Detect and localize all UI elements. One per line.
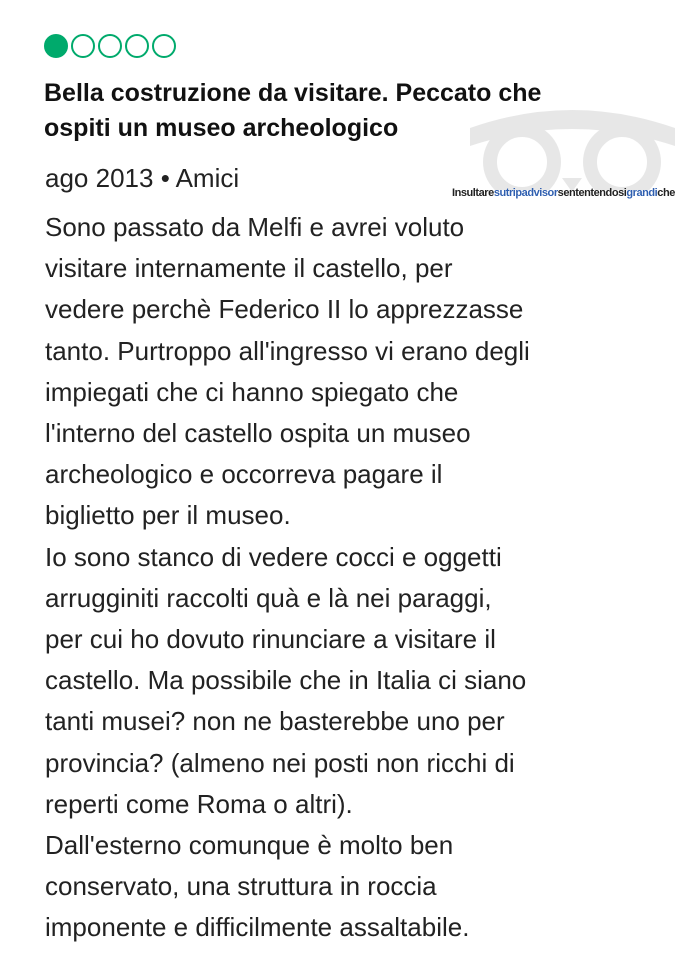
review-body-line: provincia? (almeno nei posti non ricchi di [45,747,515,778]
rating-bubble-icon [98,34,122,58]
review-body-line: Io sono stanco di vedere cocci e oggetti [45,541,502,572]
review-body-line: impiegati che ci hanno spiegato che [45,376,459,407]
review-body-line: reperti come Roma o altri). [45,788,353,819]
review-title [44,76,644,146]
rating-bubbles [44,32,176,60]
review-body-line: imponente e difficilmente assaltabile. [45,912,470,943]
watermark-text-part: sutripadvisor [493,187,558,199]
review-body-line: tanto. Purtroppo all'ingresso vi erano degli [45,335,530,366]
review-body-line: tanti musei? non ne basterebbe uno per [45,706,505,737]
review-body-line: vedere perchè Federico II lo apprezzasse [45,294,524,325]
watermark-text-part: Insultare [452,187,494,199]
review-body-line: arrugginiti raccolti quà e là nei paraggi, [45,582,492,613]
review-body-line: conservato, una struttura in roccia [45,871,437,902]
rating-bubble-icon [44,34,68,58]
review-body-line: l'interno del castello ospita un museo [45,418,471,449]
watermark-text-part: grandi [626,187,658,199]
rating-bubble-icon [125,34,149,58]
review-body-line: Dall'esterno comunque è molto ben [45,830,454,861]
review-body-line: Sono passato da Melfi e avrei voluto [45,212,465,242]
review-date: ago 2013 [45,163,154,193]
trip-type: Amici [175,163,240,193]
rating-bubble-icon [152,34,176,58]
rating-bubble-icon [71,34,95,58]
review-body-line: visitare internamente il castello, per [45,253,453,284]
watermark-text-part: sententendosi [557,187,627,199]
review-body-line: archeologico e occorreva pagare il [45,459,443,490]
review-title-line: ospiti un museo archeologico [44,114,399,142]
watermark-text-part: che [657,187,675,199]
review-meta [45,160,239,196]
meta-separator: • [160,163,170,193]
review-body [45,207,665,949]
review-title-line: Bella costruzione da visitare. Peccato che [44,79,542,107]
watermark-text [452,187,675,199]
review-body-line: biglietto per il museo. [45,500,291,531]
review-body-line: per cui ho dovuto rinunciare a visitare il [45,624,496,655]
review-body-line: castello. Ma possibile che in Italia ci siano [45,665,527,696]
